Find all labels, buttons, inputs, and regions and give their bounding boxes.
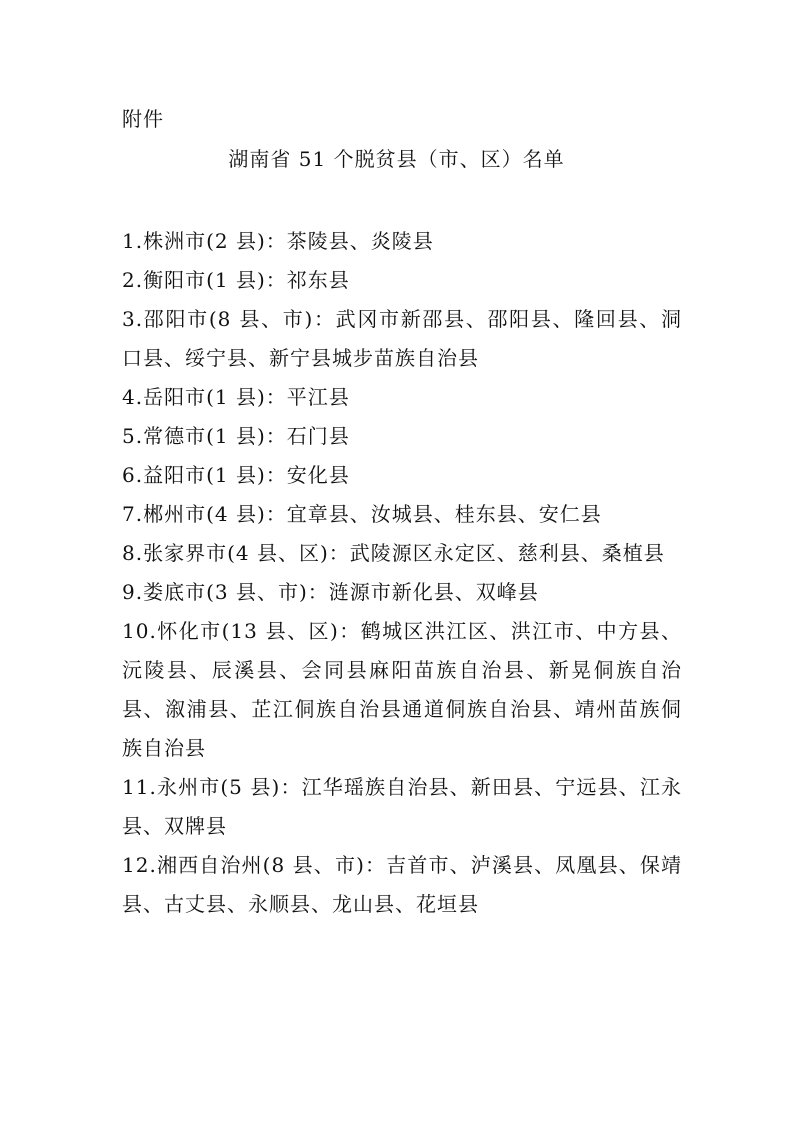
list-item: 3.邵阳市(8 县、市)：武冈市新邵县、邵阳县、隆回县、洞口县、绥宁县、新宁县城步苗族自治县 [122, 307, 682, 370]
list-item: 10.怀化市(13 县、区)：鹤城区洪江区、洪江市、中方县、沅陵县、辰溪县、会同县麻阳苗族自治县、新晃侗族自治县、溆浦县、芷江侗族自治县通道侗族自治县、靖州苗族侗族自治县 [122, 619, 682, 760]
list-item: 7.郴州市(4 县)：宜章县、汝城县、桂东县、安仁县 [122, 502, 602, 526]
list-item: 9.娄底市(3 县、市)：涟源市新化县、双峰县 [122, 580, 539, 604]
list-item: 6.益阳市(1 县)：安化县 [122, 463, 350, 487]
list-item: 8.张家界市(4 县、区)：武陵源区永定区、慈利县、桑植县 [122, 541, 665, 565]
county-list [122, 222, 682, 924]
document-title: 湖南省 51 个脱贫县（市、区）名单 [228, 147, 565, 171]
attachment-label: 附件 [122, 107, 164, 131]
list-item: 12.湘西自治州(8 县、市)：吉首市、泸溪县、凤凰县、保靖县、古丈县、永顺县、龙山县、花垣县 [122, 853, 682, 916]
list-item: 2.衡阳市(1 县)：祁东县 [122, 268, 350, 292]
list-item: 4.岳阳市(1 县)：平江县 [122, 385, 350, 409]
list-item: 11.永州市(5 县)：江华瑶族自治县、新田县、宁远县、江永县、双牌县 [122, 775, 682, 838]
list-item: 5.常德市(1 县)：石门县 [122, 424, 350, 448]
list-item: 1.株洲市(2 县)：茶陵县、炎陵县 [122, 229, 434, 253]
